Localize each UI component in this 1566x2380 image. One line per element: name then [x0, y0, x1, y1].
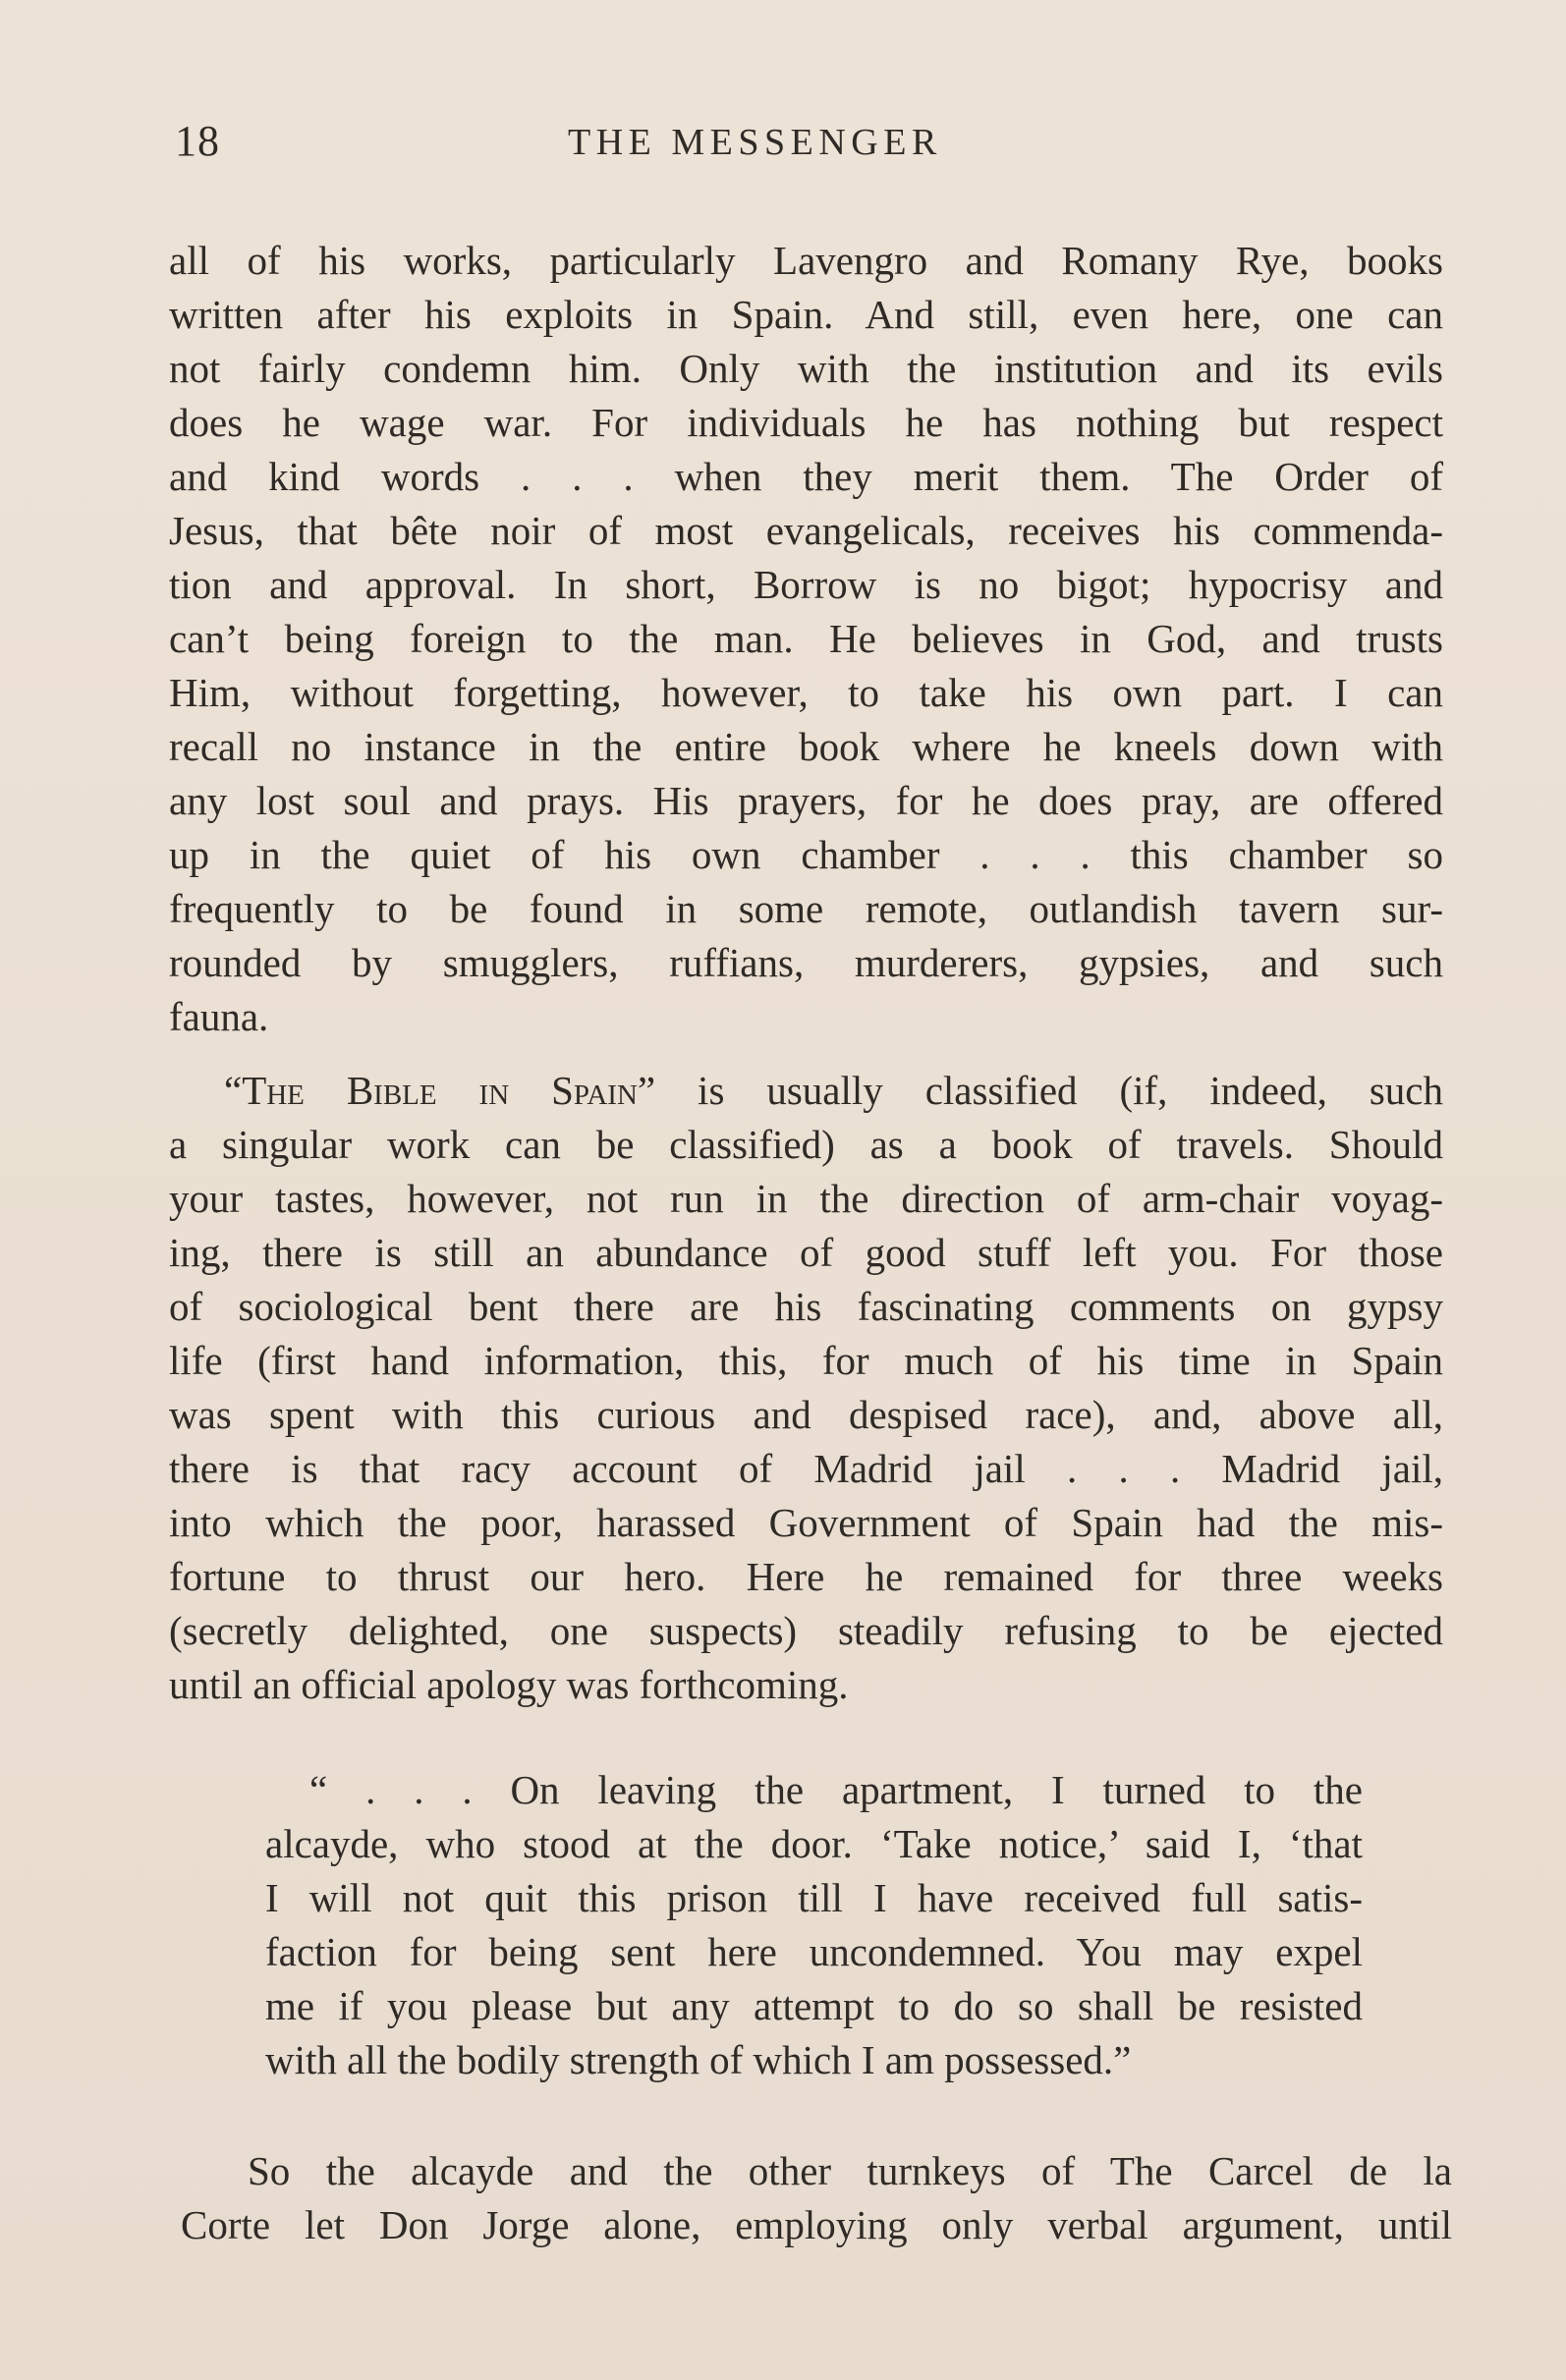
text-line: Jesus, that bête noir of most evangelicals, receives his commenda-: [169, 508, 1443, 553]
text-line: does he wage war. For individuals he has nothing but respect: [169, 400, 1443, 445]
text-line: all of his works, particularly Lavengro and Romany Rye, books: [169, 238, 1443, 283]
text-line: into which the poor, harassed Government of Spain had the mis-: [169, 1500, 1443, 1545]
text-line: of sociological bent there are his fascinating comments on gypsy: [169, 1284, 1443, 1329]
text-line: a singular work can be classified) as a book of travels. Should: [169, 1122, 1443, 1167]
text-line: up in the quiet of his own chamber . . . this chamber so: [169, 832, 1443, 877]
text-line: fortune to thrust our hero. Here he remained for three weeks: [169, 1554, 1443, 1599]
text-line: until an official apology was forthcoming.: [169, 1662, 849, 1707]
text-line: not fairly condemn him. Only with the institution and its evils: [169, 346, 1443, 391]
quote-line: alcayde, who stood at the door. ‘Take notice,’ said I, ‘that: [265, 1821, 1363, 1866]
text-line: life (first hand information, this, for much of his time in Spain: [169, 1338, 1443, 1383]
quote-line: with all the bodily strength of which I am possessed.”: [265, 2037, 1132, 2082]
text-line: fauna.: [169, 994, 269, 1039]
text-line: frequently to be found in some remote, outlandish tavern sur-: [169, 886, 1443, 931]
text-line: (secretly delighted, one suspects) steadily refusing to be ejected: [169, 1608, 1443, 1653]
text-segment: is usually classified (if, indeed, such: [698, 1068, 1443, 1113]
text-line: ing, there is still an abundance of good stuff left you. For those: [169, 1230, 1443, 1275]
text-line: recall no instance in the entire book where he kneels down with: [169, 724, 1443, 769]
text-line: can’t being foreign to the man. He believes in God, and trusts: [169, 616, 1443, 661]
book-title: “The Bible in Spain”: [224, 1068, 656, 1113]
text-line: [224, 1068, 1443, 1113]
text-line: was spent with this curious and despised race), and, above all,: [169, 1392, 1443, 1437]
quote-line: “ . . . On leaving the apartment, I turned to the: [309, 1767, 1363, 1812]
text-line: there is that racy account of Madrid jail . . . Madrid jail,: [169, 1446, 1443, 1491]
text-line: your tastes, however, not run in the direction of arm-chair voyag-: [169, 1176, 1443, 1221]
quote-line: I will not quit this prison till I have received full satis-: [265, 1875, 1363, 1920]
text-line: Him, without forgetting, however, to take his own part. I can: [169, 670, 1443, 715]
text-line: written after his exploits in Spain. And still, even here, one can: [169, 292, 1443, 337]
quote-line: me if you please but any attempt to do so shall be resisted: [265, 1983, 1363, 2028]
quote-line: faction for being sent here uncondemned. You may expel: [265, 1929, 1363, 1974]
text-line: any lost soul and prays. His prayers, for he does pray, are offered: [169, 778, 1443, 823]
text-line: So the alcayde and the other turnkeys of The Carcel de la: [248, 2148, 1452, 2193]
text-line: tion and approval. In short, Borrow is no bigot; hypocrisy and: [169, 562, 1443, 607]
text-line: Corte let Don Jorge alone, employing only verbal argument, until: [181, 2202, 1452, 2247]
page-number: 18: [175, 117, 220, 165]
text-line: rounded by smugglers, ruffians, murderers, gypsies, and such: [169, 940, 1443, 985]
running-title: THE MESSENGER: [568, 122, 942, 163]
text-line: and kind words . . . when they merit them. The Order of: [169, 454, 1443, 499]
